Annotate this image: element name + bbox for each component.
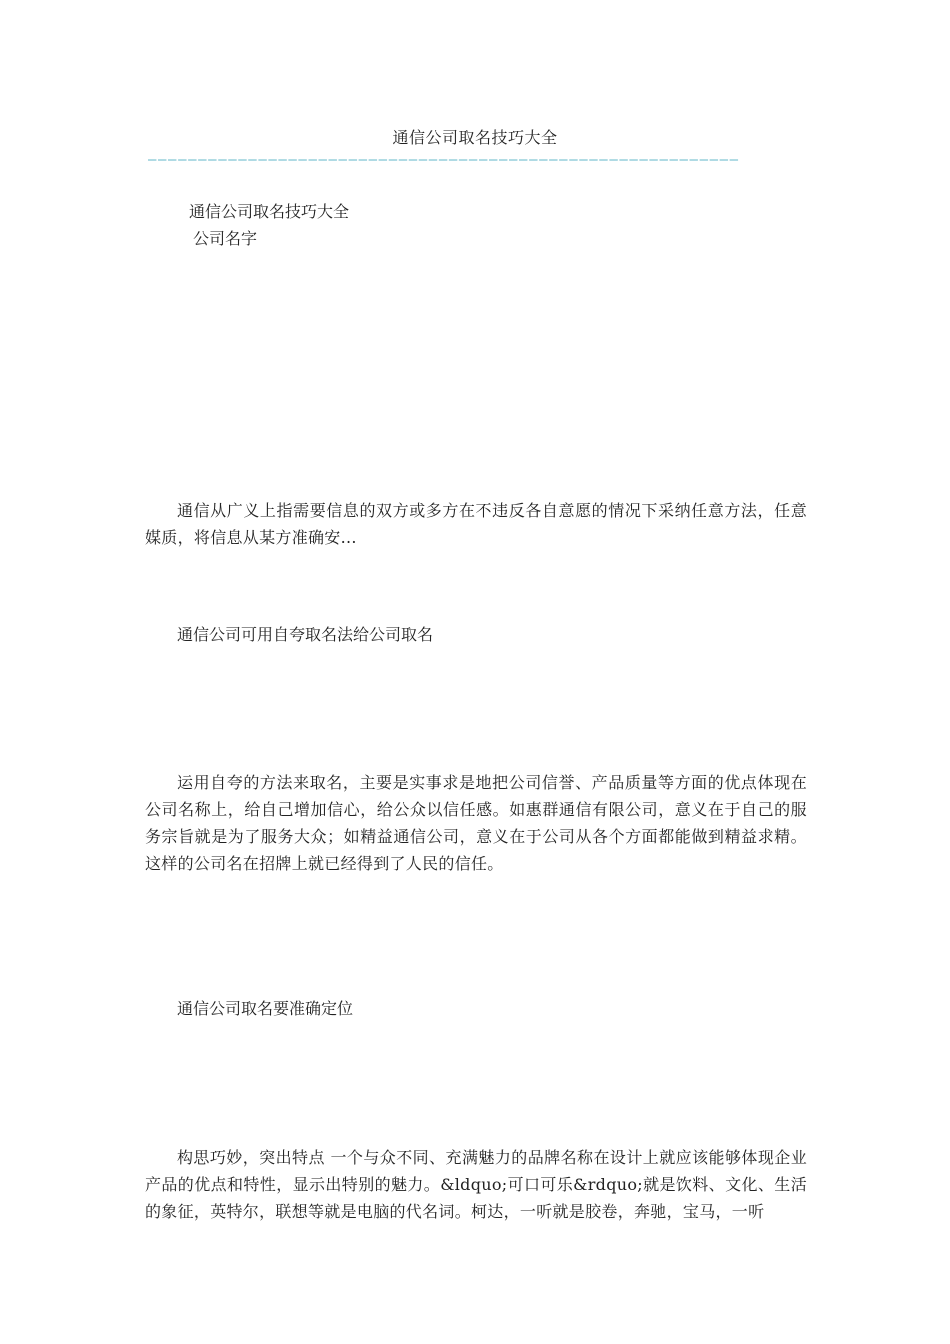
section-paragraph: 构思巧妙，突出特点 一个与众不同、充满魅力的品牌名称在设计上就应该能够体现企业产品的优点和特性，显示出特别的魅力。&ldquo;可口可乐&rdquo;就是饮料、文化、生活的象征，英特尔，联想等就是电脑的代名词。柯达，一听就是胶卷，奔驰，宝马，一听 [145, 1148, 807, 1221]
section-paragraph: 运用自夸的方法来取名，主要是实事求是地把公司信誉、产品质量等方面的优点体现在公司名称上，给自己增加信心，给公众以信任感。如惠群通信有限公司，意义在于自己的服务宗旨就是为了服务大众；如精益通信公司，意义在于公司从各个方面都能做到精益求精。这样的公司名在招牌上就已经得到了人民的信任。 [145, 773, 807, 873]
section-heading: 通信公司取名要准确定位 [177, 999, 354, 1018]
intro-tag: 公司名字 [193, 229, 258, 248]
section-heading: 通信公司可用自夸取名法给公司取名 [177, 625, 434, 644]
page-header-title: 通信公司取名技巧大全 [392, 128, 558, 147]
header-divider: ——————————————————————————————————————————————————————————— [148, 152, 740, 168]
intro-title: 通信公司取名技巧大全 [189, 202, 350, 221]
summary-paragraph: 通信从广义上指需要信息的双方或多方在不违反各自意愿的情况下采纳任意方法，任意媒质，将信息从某方准确安... [145, 501, 807, 547]
